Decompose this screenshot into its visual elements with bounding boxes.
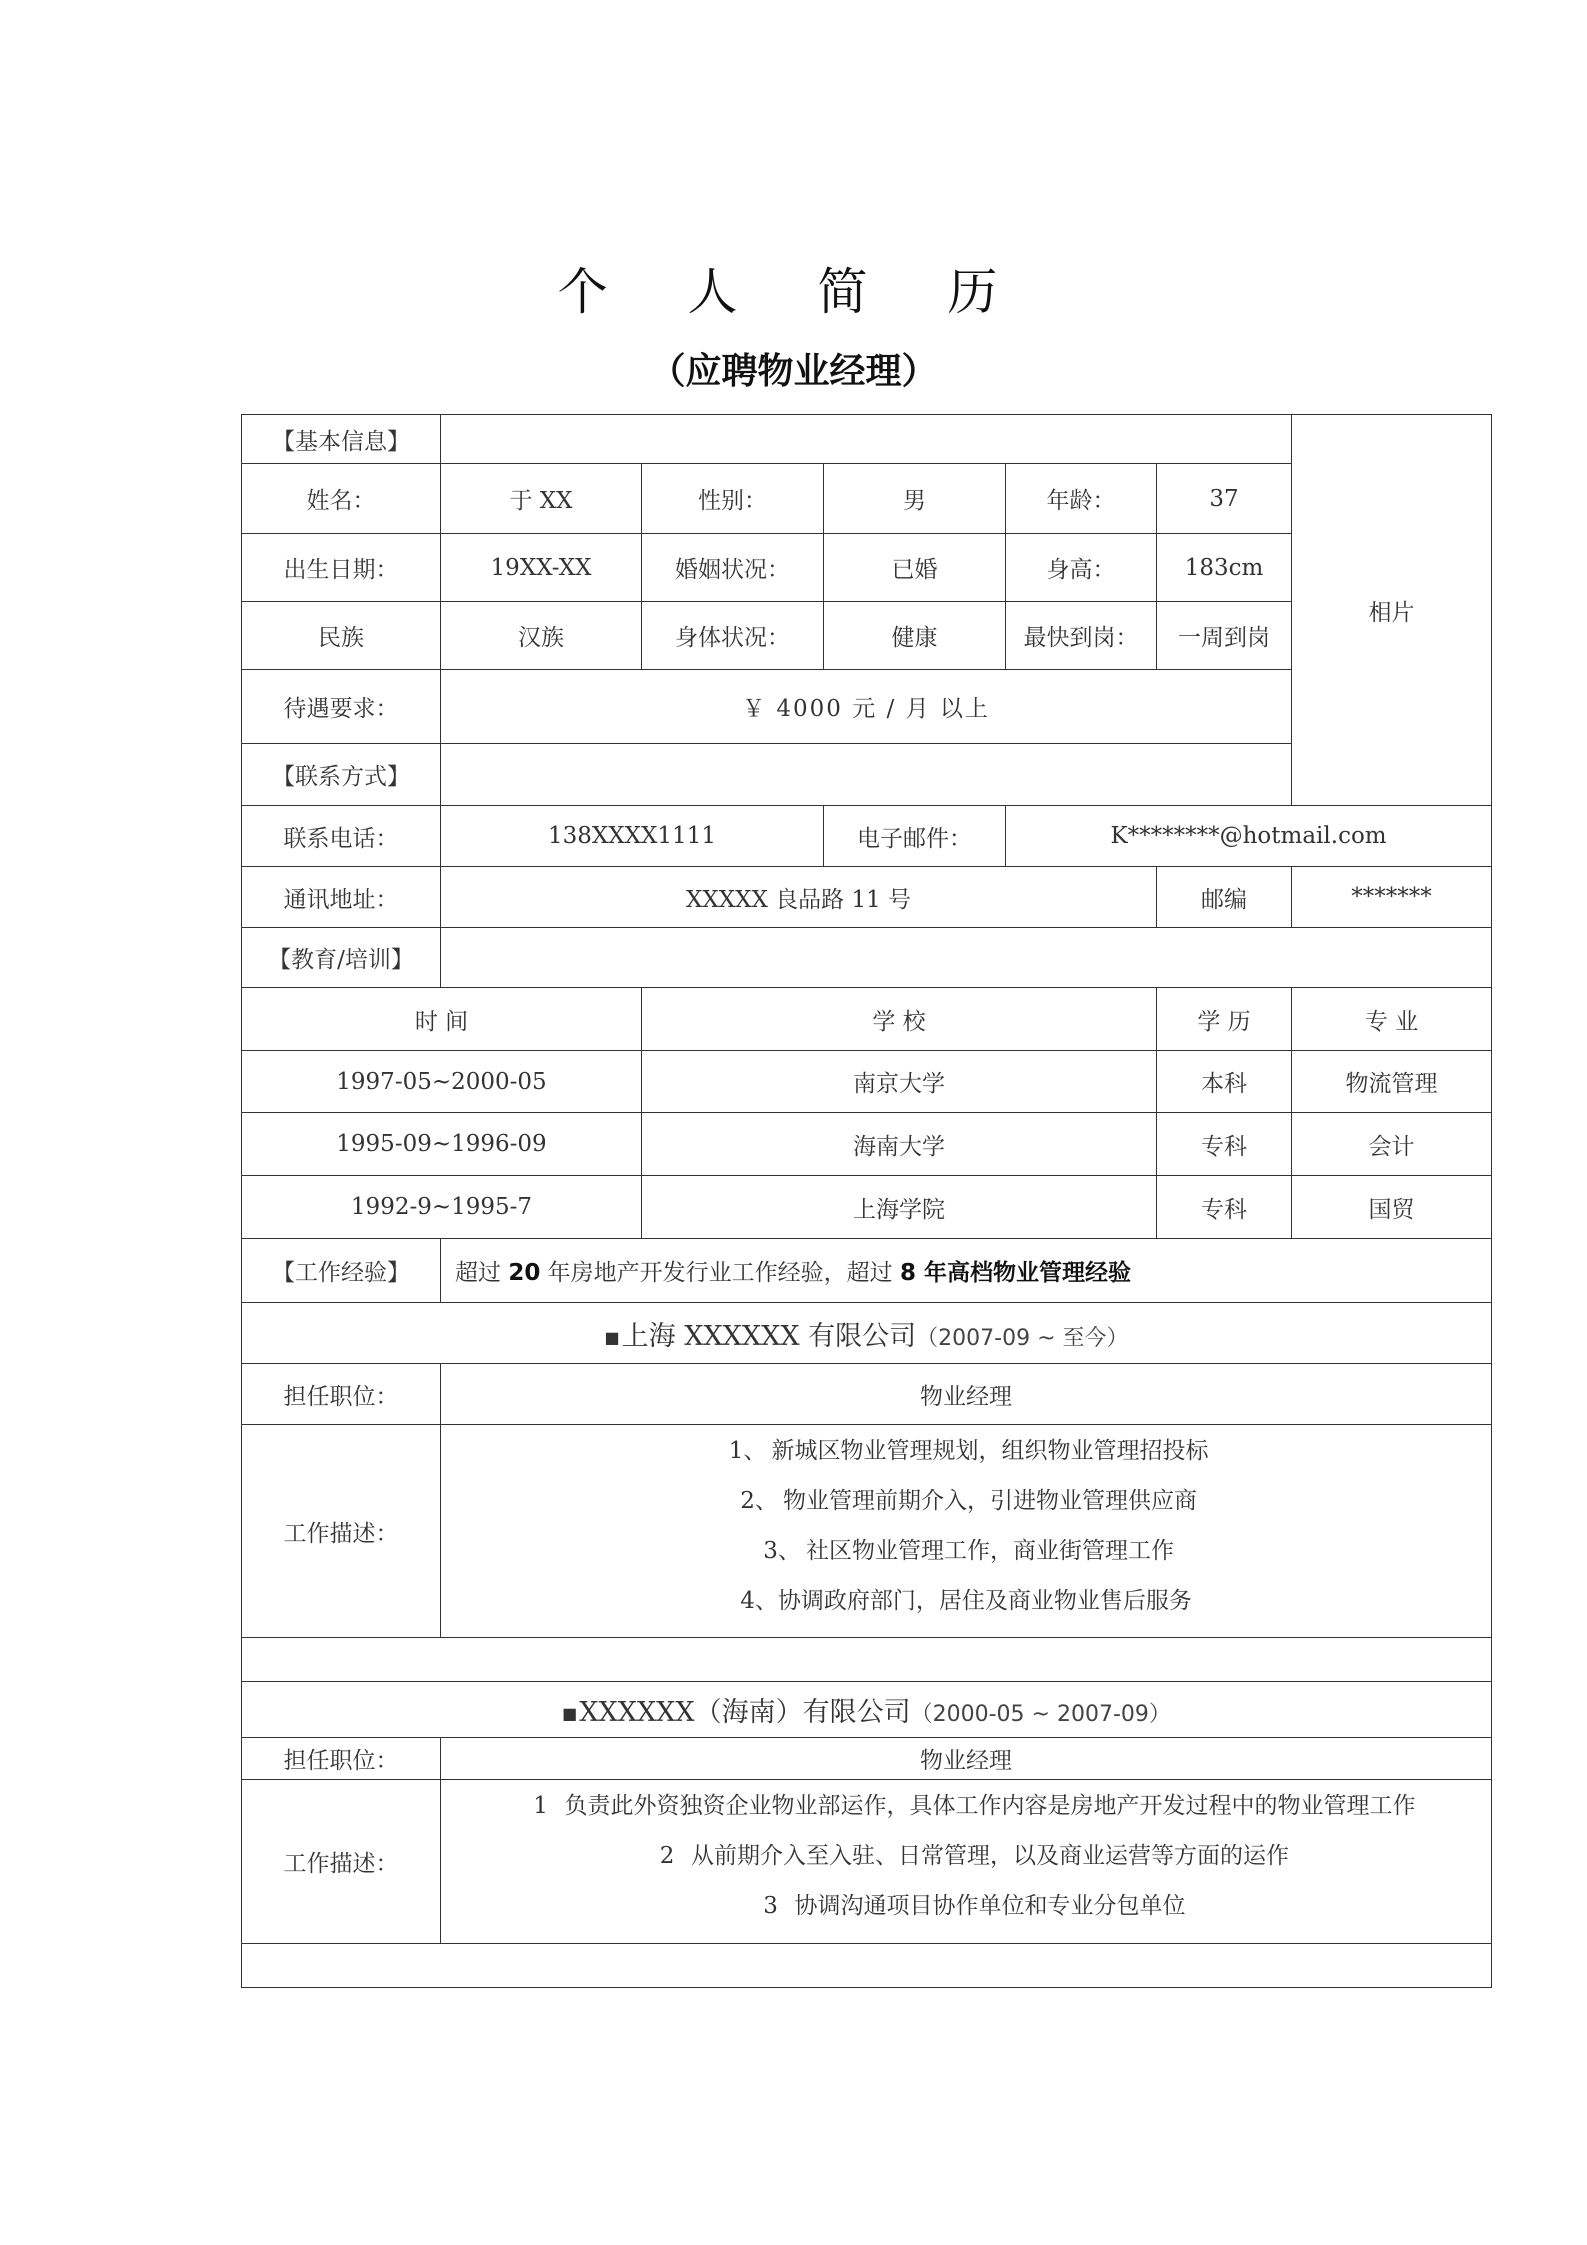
position-value: 物业经理 xyxy=(441,1738,1492,1780)
section-contact: 【联系方式】 xyxy=(242,744,441,806)
section-work: 【工作经验】 xyxy=(242,1239,441,1303)
list-item: 1、 新城区物业管理规划，组织物业管理招投标 xyxy=(728,1438,1209,1464)
list-item: 2、 物业管理前期介入，引进物业管理供应商 xyxy=(740,1488,1198,1514)
age-label: 年龄： xyxy=(1006,464,1157,534)
photo-placeholder: 相片 xyxy=(1292,415,1492,806)
square-bullet-icon: ■ xyxy=(562,1704,578,1723)
work-description-list xyxy=(441,1425,1492,1638)
edu-degree: 专科 xyxy=(1157,1113,1292,1176)
square-bullet-icon: ■ xyxy=(604,1327,620,1347)
table-row xyxy=(242,1113,1492,1176)
edu-major: 物流管理 xyxy=(1292,1051,1492,1113)
edu-degree: 本科 xyxy=(1157,1051,1292,1113)
resume-table xyxy=(241,414,1492,1988)
email-value: K********@hotmail.com xyxy=(1006,806,1492,867)
phone-value: 138XXXX1111 xyxy=(441,806,824,867)
phone-label: 联系电话： xyxy=(242,806,441,867)
edu-degree: 专科 xyxy=(1157,1176,1292,1239)
ethnic-value: 汉族 xyxy=(441,602,642,670)
name-label: 姓名： xyxy=(242,464,441,534)
birth-label: 出生日期： xyxy=(242,534,441,602)
salary-label: 待遇要求： xyxy=(242,670,441,744)
edu-time: 1997-05~2000-05 xyxy=(242,1051,642,1113)
company-date-range: （2000-05 ~ 2007-09） xyxy=(910,1702,1171,1727)
edu-major: 国贸 xyxy=(1292,1176,1492,1239)
edu-school: 上海学院 xyxy=(642,1176,1157,1239)
section-education-blank xyxy=(441,928,1492,988)
edu-header-school: 学 校 xyxy=(642,988,1157,1051)
health-value: 健康 xyxy=(824,602,1006,670)
spacer-row xyxy=(242,1638,1492,1682)
age-value: 37 xyxy=(1157,464,1292,534)
section-basic-info-blank xyxy=(441,415,1292,464)
page-subtitle: （应聘物业经理） xyxy=(649,351,938,392)
list-item: 2 从前期介入至入驻、日常管理，以及商业运营等方面的运作 xyxy=(659,1843,1290,1869)
company-heading xyxy=(242,1682,1492,1738)
list-item: 4、协调政府部门，居住及商业物业售后服务 xyxy=(740,1588,1192,1614)
edu-school: 南京大学 xyxy=(642,1051,1157,1113)
marital-label: 婚姻状况： xyxy=(642,534,824,602)
name-value: 于 XX xyxy=(441,464,642,534)
page-title: 个 人 简 历 xyxy=(557,263,1030,321)
edu-time: 1992-9~1995-7 xyxy=(242,1176,642,1239)
company-date-range: （2007-09 ~ 至今） xyxy=(916,1325,1129,1351)
start-label: 最快到岗： xyxy=(1006,602,1157,670)
spacer-row xyxy=(242,1944,1492,1988)
section-basic-info: 【基本信息】 xyxy=(242,415,441,464)
health-label: 身体状况： xyxy=(642,602,824,670)
list-item: 3 协调沟通项目协作单位和专业分包单位 xyxy=(763,1893,1186,1919)
email-label: 电子邮件： xyxy=(824,806,1006,867)
edu-header-degree: 学 历 xyxy=(1157,988,1292,1051)
ethnic-label: 民族 xyxy=(242,602,441,670)
postcode-label: 邮编 xyxy=(1157,867,1292,928)
edu-time: 1995-09~1996-09 xyxy=(242,1113,642,1176)
height-value: 183cm xyxy=(1157,534,1292,602)
company-name: 上海 XXXXXX 有限公司 xyxy=(621,1320,917,1352)
address-label: 通讯地址： xyxy=(242,867,441,928)
gender-value: 男 xyxy=(824,464,1006,534)
address-value: XXXXX 良品路 11 号 xyxy=(441,867,1157,928)
company-heading xyxy=(242,1303,1492,1364)
birth-value: 19XX-XX xyxy=(441,534,642,602)
list-item: 1 负责此外资独资企业物业部运作，具体工作内容是房地产开发过程中的物业管理工作 xyxy=(533,1793,1416,1819)
position-label: 担任职位： xyxy=(242,1738,441,1780)
section-contact-blank xyxy=(441,744,1292,806)
section-education: 【教育/培训】 xyxy=(242,928,441,988)
gender-label: 性别： xyxy=(642,464,824,534)
work-description-list xyxy=(441,1780,1492,1944)
marital-value: 已婚 xyxy=(824,534,1006,602)
salary-value: ￥ 4000 元 / 月 以上 xyxy=(441,670,1292,744)
position-value: 物业经理 xyxy=(441,1364,1492,1425)
desc-label: 工作描述： xyxy=(242,1425,441,1638)
edu-header-time: 时 间 xyxy=(242,988,642,1051)
edu-school: 海南大学 xyxy=(642,1113,1157,1176)
height-label: 身高： xyxy=(1006,534,1157,602)
edu-header-major: 专 业 xyxy=(1292,988,1492,1051)
list-item: 3、 社区物业管理工作，商业街管理工作 xyxy=(763,1538,1175,1564)
company-name: XXXXXX（海南）有限公司 xyxy=(579,1697,911,1728)
postcode-value: ******* xyxy=(1292,867,1492,928)
edu-major: 会计 xyxy=(1292,1113,1492,1176)
work-summary: 超过 20 年房地产开发行业工作经验，超过 8 年高档物业管理经验 xyxy=(441,1239,1492,1303)
position-label: 担任职位： xyxy=(242,1364,441,1425)
desc-label: 工作描述： xyxy=(242,1780,441,1944)
table-row xyxy=(242,1051,1492,1113)
start-value: 一周到岗 xyxy=(1157,602,1292,670)
table-row xyxy=(242,1176,1492,1239)
